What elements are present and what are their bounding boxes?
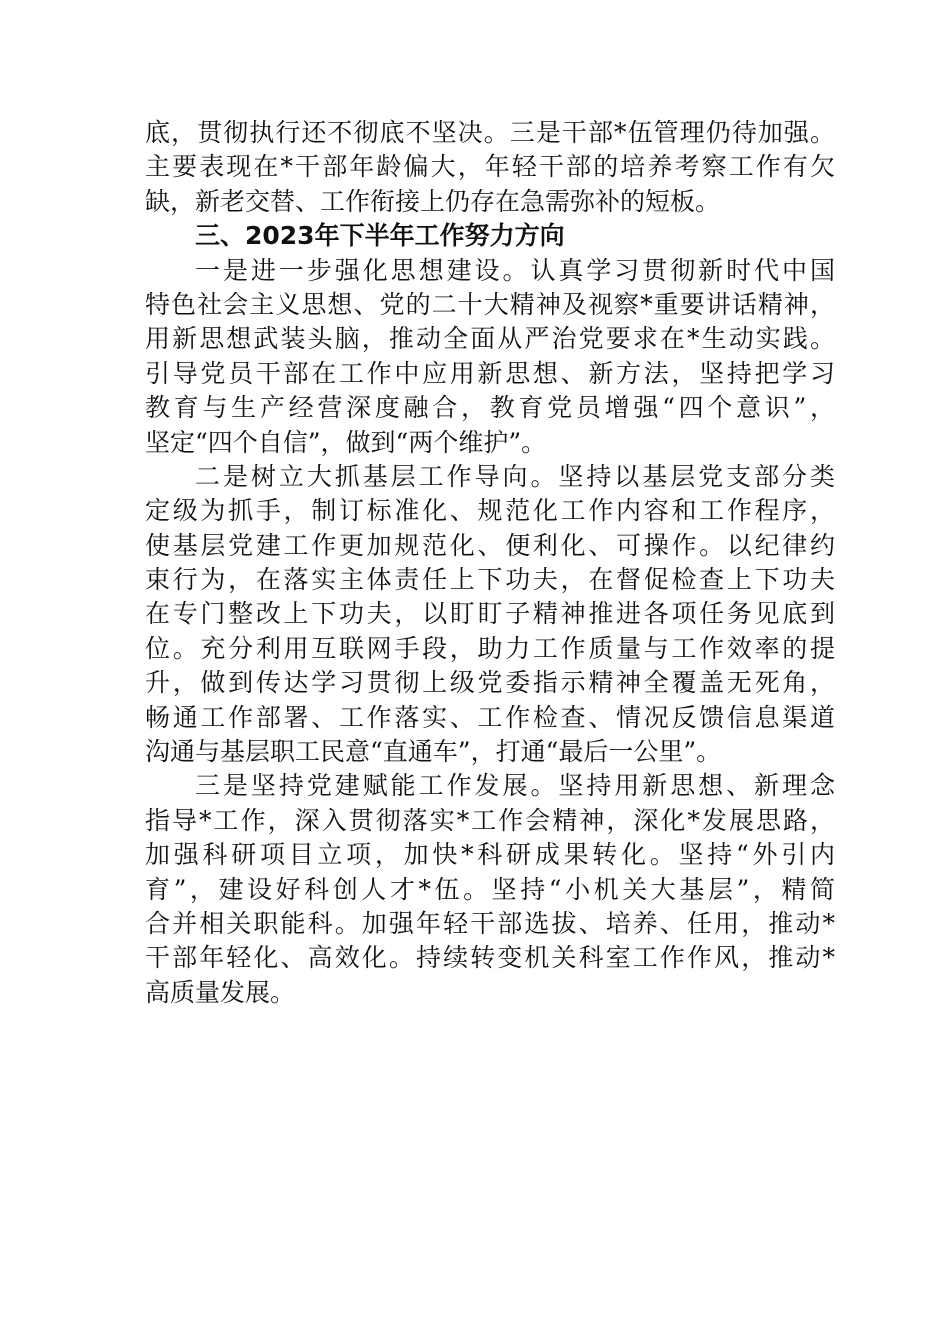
- heading-line: 三、2023年下半年工作努力方向: [195, 221, 565, 251]
- paragraph-development: [145, 769, 835, 1010]
- text-line: 特色社会主义思想、党的二十大精神及视察*重要讲话精神，: [145, 289, 835, 319]
- text-line: 加强科研项目立项，加快*科研成果转化。坚持“外引内: [145, 840, 835, 870]
- text-line: 引导党员干部在工作中应用新思想、新方法，坚持把学习: [145, 358, 835, 388]
- text-line: 合并相关职能科。加强年轻干部选拔、培养、任用，推动*: [145, 908, 835, 938]
- text-line: 二是树立大抓基层工作导向。坚持以基层党支部分类: [195, 461, 835, 491]
- document-page: [145, 116, 835, 1010]
- text-line: 三是坚持党建赋能工作发展。坚持用新思想、新理念: [195, 771, 835, 801]
- text-line: 定级为抓手，制订标准化、规范化工作内容和工作程序，: [145, 496, 835, 526]
- paragraph-grassroots: [145, 460, 835, 770]
- text-line: 教育与生产经营深度融合，教育党员增强“四个意识”，: [145, 393, 835, 423]
- paragraph-ideology: [145, 254, 835, 460]
- text-line: 干部年轻化、高效化。持续转变机关科室工作作风，推动*: [145, 943, 835, 973]
- text-line: 畅通工作部署、工作落实、工作检查、情况反馈信息渠道: [145, 702, 835, 732]
- paragraph-continuation: [145, 116, 835, 219]
- text-line: 指导*工作，深入贯彻落实*工作会精神，深化*发展思路，: [145, 805, 835, 835]
- text-line: 沟通与基层职工民意“直通车”，打通“最后一公里”。: [145, 737, 722, 767]
- text-line: 使基层党建工作更加规范化、便利化、可操作。以纪律约: [145, 530, 835, 560]
- text-line: 升，做到传达学习贯彻上级党委指示精神全覆盖无死角，: [145, 668, 835, 698]
- text-line: 育”，建设好科创人才*伍。坚持“小机关大基层”，精简: [145, 874, 835, 904]
- text-line: 缺，新老交替、工作衔接上仍存在急需弥补的短板。: [145, 186, 721, 216]
- text-line: 用新思想武装头脑，推动全面从严治党要求在*生动实践。: [145, 324, 835, 354]
- text-line: 主要表现在*干部年龄偏大，年轻干部的培养考察工作有欠: [145, 152, 835, 182]
- section-heading: [145, 219, 835, 253]
- text-line: 束行为，在落实主体责任上下功夫，在督促检查上下功夫: [145, 565, 835, 595]
- text-line: 底，贯彻执行还不彻底不坚决。三是干部*伍管理仍待加强。: [145, 118, 835, 147]
- text-line: 一是进一步强化思想建设。认真学习贯彻新时代中国: [195, 255, 835, 285]
- text-line: 位。充分利用互联网手段，助力工作质量与工作效率的提: [145, 633, 835, 663]
- text-line: 坚定“四个自信”，做到“两个维护”。: [145, 427, 547, 457]
- text-line: 在专门整改上下功夫，以盯盯子精神推进各项任务见底到: [145, 599, 835, 629]
- text-line: 高质量发展。: [145, 977, 296, 1007]
